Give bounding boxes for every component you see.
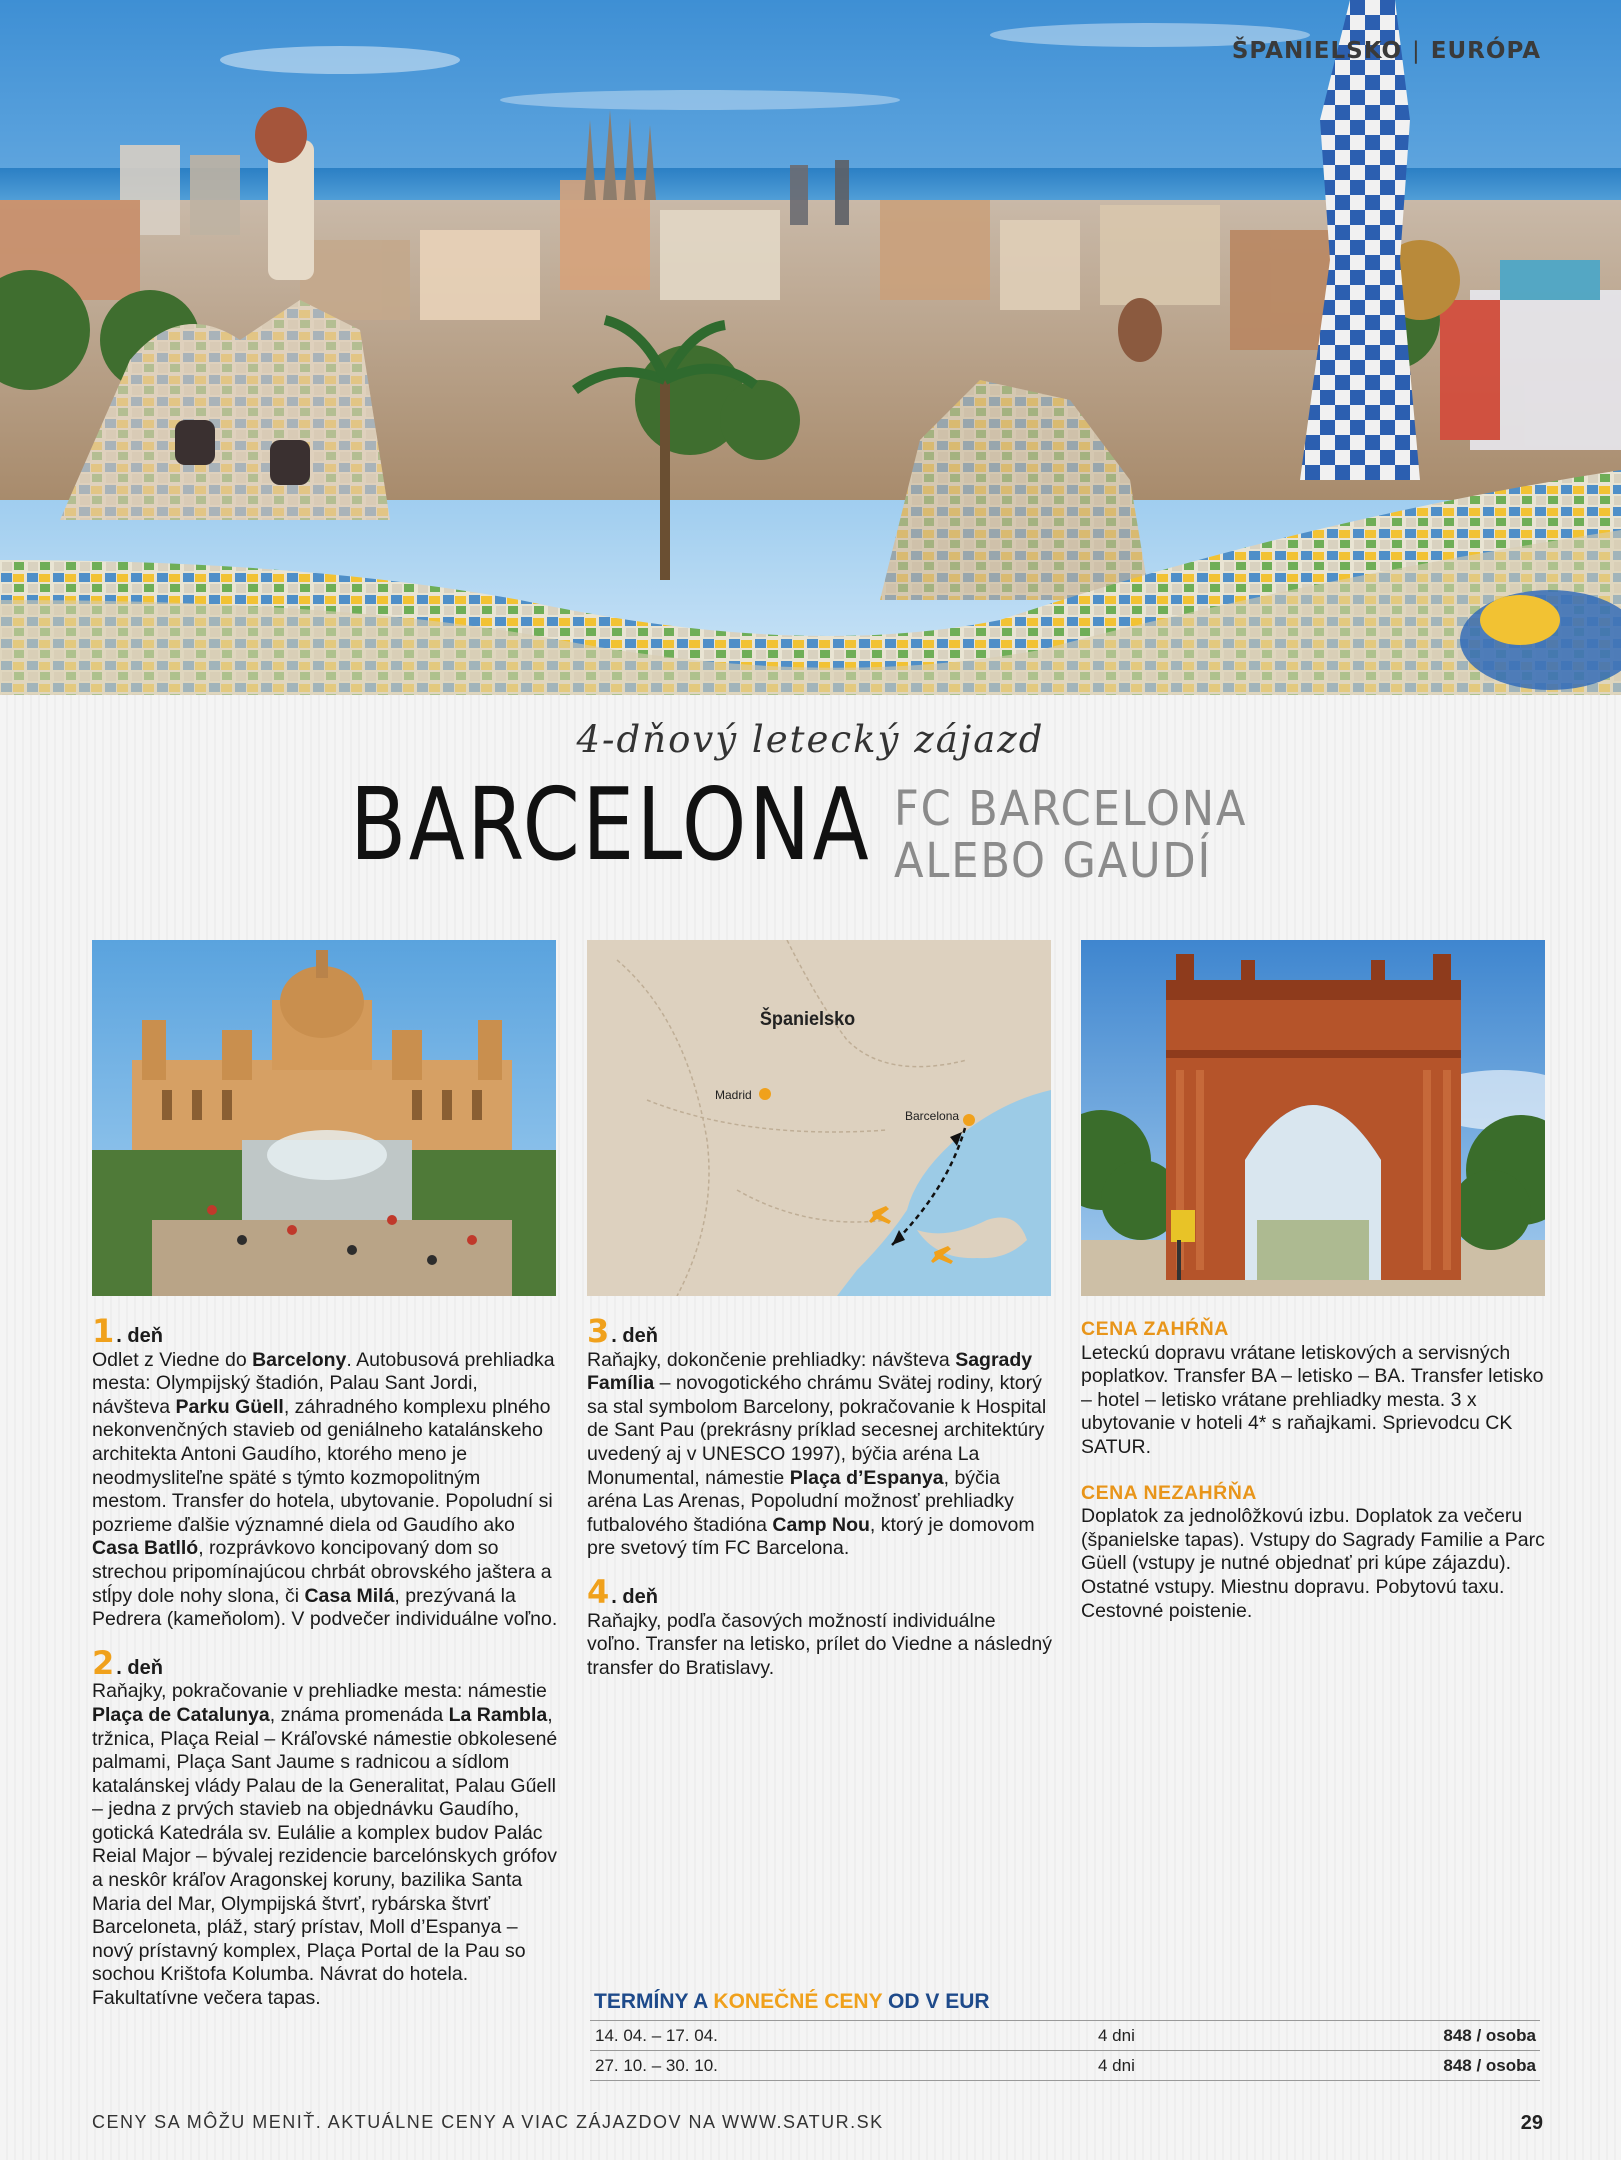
term-duration: 4 dni bbox=[1098, 2055, 1135, 2075]
price-excluded-text: Doplatok za jednolôžkovú izbu. Doplatok za večeru (španielske tapas). Vstupy do Sagrady Familie a Parc Güell (vstupy je nutné objednať pri kúpe zájazdu). Ostatné vstupy. Miestnu dopravu. Pobytovú taxu. Cestovné poistenie. bbox=[1081, 1505, 1545, 1622]
day-3-block bbox=[587, 1312, 1053, 1561]
terms-title bbox=[590, 1990, 1540, 2014]
day-label: . deň bbox=[116, 1656, 163, 1679]
day-4-block bbox=[587, 1572, 1053, 1680]
highlighted-place-name: Plaça d’Espanya bbox=[789, 1466, 944, 1489]
hero-photo-barcelona-park-guell bbox=[0, 0, 1621, 695]
highlighted-place-name: La Rambla bbox=[448, 1703, 548, 1726]
highlighted-place-name: Camp Nou bbox=[772, 1513, 870, 1536]
day-number: 3 bbox=[587, 1312, 610, 1350]
table-row bbox=[590, 2050, 1540, 2081]
term-dates: 14. 04. – 17. 04. bbox=[595, 2025, 718, 2045]
page-title: BARCELONA bbox=[350, 766, 872, 883]
term-dates: 27. 10. – 30. 10. bbox=[595, 2055, 718, 2075]
country-region-tag bbox=[1232, 38, 1541, 64]
price-included-block bbox=[1081, 1318, 1551, 1460]
region-label: EURÓPA bbox=[1430, 38, 1541, 64]
day-3-text: Raňajky, dokončenie prehliadky: návšteva Sagrady Família – novogotického chrámu Svätej rodiny, ktorý sa stal symbolom Barcelony, pokračovanie k Hospital de Sant Pau (prekrásny príklad secesnej architektúry uvedený aj v UNESCO 1997), býčia aréna La Monumental, námestie Plaça d’Espanya, býčia aréna Las Arenas, Popoludní možnosť prehliadky futbalového štadióna Camp Nou, ktorý je domovom pre svetový tím FC Barcelona. bbox=[587, 1348, 1047, 1560]
title-side-text bbox=[894, 783, 1247, 887]
day-label: . deň bbox=[116, 1325, 163, 1347]
terms-title-part-2: OD V EUR bbox=[882, 1990, 990, 2013]
price-excluded-heading: CENA NEZAHŔŇA bbox=[1081, 1481, 1257, 1504]
day-4-text: Raňajky, podľa časových možností individuálne voľno. Transfer na letisko, prílet do Viedne a následný transfer do Bratislavy. bbox=[587, 1609, 1052, 1679]
terms-title-part-1: TERMÍNY A bbox=[594, 1990, 714, 2013]
highlighted-place-name: Casa Batlló bbox=[92, 1537, 199, 1560]
day-label: . deň bbox=[611, 1325, 658, 1347]
term-duration: 4 dni bbox=[1098, 2025, 1135, 2045]
terms-title-accent: KONEČNÉ CENY bbox=[713, 1990, 883, 2013]
day-number: 1 bbox=[92, 1312, 115, 1350]
day-2-text: Raňajky, pokračovanie v prehliadke mesta: námestie Plaça de Catalunya, známa promenáda La Rambla, tržnica, Plaça Reial – Kráľovské námestie obkolesené palmami, Plaça Sant Jaume s radnicou a sídlom katalánskej vlády Palau de la Generalitat, Palau Gűell – jedna z prvých stavieb na objednávku Gaudího, gotická Katedrála sv. Eulálie a komplex budov Palác Reial Major – bývalej rezidencie barcelónskych grófov a neskôr kráľov Aragonskej koruny, bazilika Santa Maria del Mar, Olympijská štvrť, rybárska štvrť Barceloneta, pláž, starý prístav, Moll d’Espanya – nový prístavný komplex, Plaça Portal de la Pau so sochou Krištofa Kolumba. Návrat do hotela. Fakultatívne večera tapas. bbox=[92, 1680, 558, 2010]
day-number: 4 bbox=[587, 1572, 610, 1611]
map-country-label: Španielsko bbox=[759, 1007, 856, 1030]
page-number: 29 bbox=[1520, 2112, 1543, 2134]
price-included-heading: CENA ZAHŔŇA bbox=[1081, 1318, 1229, 1340]
highlighted-place-name: Casa Milá bbox=[304, 1584, 395, 1607]
day-2-block bbox=[92, 1643, 558, 2011]
day-label: . deň bbox=[611, 1585, 658, 1608]
map-city-madrid: Madrid bbox=[715, 1088, 752, 1102]
title-side-line-1: FC BARCELONA bbox=[894, 781, 1248, 837]
highlighted-place-name: Sagrady Família bbox=[587, 1348, 1033, 1395]
trip-subtitle: 4-dňový letecký zájazd bbox=[576, 718, 1045, 761]
price-info-column bbox=[1081, 1318, 1551, 1645]
itinerary-column-2 bbox=[587, 1312, 1053, 1698]
country-label: ŠPANIELSKO bbox=[1231, 38, 1403, 64]
map-spain bbox=[587, 940, 1051, 1296]
tag-separator: | bbox=[1412, 38, 1421, 64]
price-excluded-block bbox=[1081, 1482, 1551, 1624]
footer-note: CENY SA MÔŽU MENIŤ. AKTUÁLNE CENY A VIAC ZÁJAZDOV NA WWW.SATUR.SK bbox=[92, 2112, 884, 2132]
term-price: 848 / osoba bbox=[1443, 2025, 1536, 2045]
day-number: 2 bbox=[92, 1643, 115, 1682]
day-1-block bbox=[92, 1312, 558, 1632]
itinerary-column-1 bbox=[92, 1312, 558, 2029]
price-included-text: Leteckú dopravu vrátane letiskových a servisných poplatkov. Transfer BA – letisko – BA. Transfer letisko – hotel – letisko vrátane prehliadky mesta. 3 x ubytovanie v hoteli 4* s raňajkami. Sprievodcu CK SATUR. bbox=[1081, 1341, 1544, 1458]
highlighted-place-name: Barcelony bbox=[252, 1348, 347, 1371]
terms-price-table bbox=[590, 1990, 1540, 2081]
title-side-line-2: ALEBO GAUDÍ bbox=[894, 833, 1212, 889]
photo-arc-de-triomf bbox=[1081, 940, 1545, 1296]
term-price: 848 / osoba bbox=[1443, 2055, 1536, 2075]
map-city-barcelona: Barcelona bbox=[905, 1109, 960, 1123]
table-row bbox=[590, 2020, 1540, 2050]
photo-palau-nacional bbox=[92, 940, 556, 1296]
highlighted-place-name: Parku Güell bbox=[175, 1395, 284, 1418]
day-1-text: Odlet z Viedne do Barcelony. Autobusová prehliadka mesta: Olympijský štadión, Palau Sant Jordi, návšteva Parku Güell, záhradného komplexu plného nekonvenčných stavieb od geniálneho katalánskeho architekta Antoni Gaudího, ktorého meno je neodmysliteľne späté s týmto kozmopolitným mestom. Transfer do hotela, ubytovanie. Popoludní si pozrieme ďalšie významné diela od Gaudího ako Casa Batlló, rozprávkovo koncipovaný dom so strechou pripomínajúcou chrbát obrovského jaštera a stĺpy dole nohy slona, či Casa Milá, prezývaná la Pedrera (kameňolom). V podvečer individuálne voľno. bbox=[92, 1348, 558, 1631]
highlighted-place-name: Plaça de Catalunya bbox=[92, 1703, 270, 1726]
